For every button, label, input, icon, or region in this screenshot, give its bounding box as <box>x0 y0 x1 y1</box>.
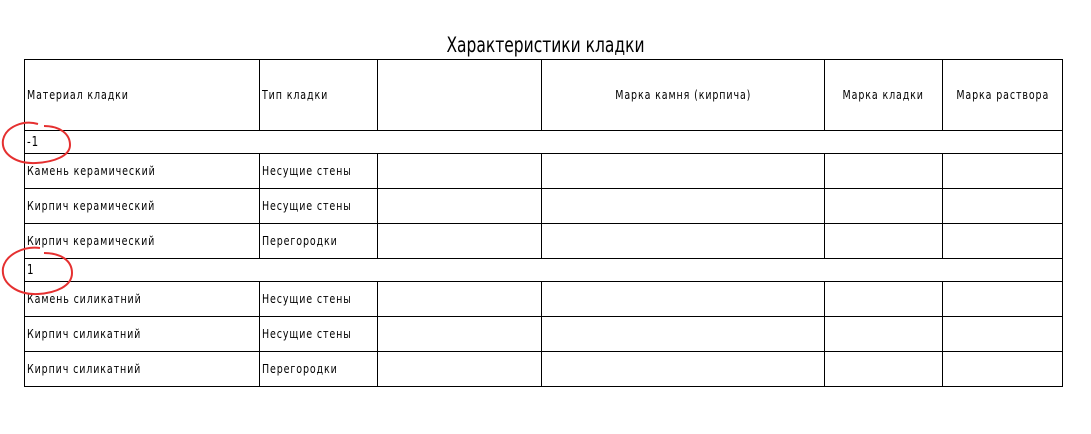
masonry-schedule-table <box>24 59 1063 387</box>
cell-brick-grade <box>542 352 825 387</box>
cell-masonry-grade <box>825 224 943 259</box>
cell-material: Камень силикатний <box>25 282 260 317</box>
cell-material: Камень керамический <box>25 154 260 189</box>
cell-mortar-grade <box>943 189 1063 224</box>
cell-material: Кирпич керамический <box>25 224 260 259</box>
cell-brick-grade <box>542 282 825 317</box>
cell-empty <box>378 282 542 317</box>
cell-mortar-grade <box>943 154 1063 189</box>
header-mortar-grade: Марка раствора <box>943 60 1063 131</box>
group-label: -1 <box>25 131 1063 154</box>
cell-material: Кирпич силикатний <box>25 352 260 387</box>
table-title: Характеристики кладки <box>446 33 645 57</box>
cell-masonry-grade <box>825 282 943 317</box>
cell-brick-grade <box>542 154 825 189</box>
table-row <box>25 154 1063 189</box>
cell-empty <box>378 224 542 259</box>
header-empty <box>378 60 542 131</box>
group-row <box>25 259 1063 282</box>
cell-mortar-grade <box>943 282 1063 317</box>
cell-empty <box>378 189 542 224</box>
table-row <box>25 352 1063 387</box>
cell-material: Кирпич силикатний <box>25 317 260 352</box>
cell-masonry-grade <box>825 154 943 189</box>
group-label: 1 <box>25 259 1063 282</box>
cell-masonry-grade <box>825 317 943 352</box>
cell-type: Несущие стены <box>260 317 378 352</box>
cell-type: Несущие стены <box>260 282 378 317</box>
cell-brick-grade <box>542 317 825 352</box>
cell-type: Перегородки <box>260 224 378 259</box>
cell-empty <box>378 352 542 387</box>
cell-empty <box>378 317 542 352</box>
table-row <box>25 224 1063 259</box>
header-material: Материал кладки <box>25 60 260 131</box>
cell-masonry-grade <box>825 189 943 224</box>
table-row <box>25 282 1063 317</box>
cell-empty <box>378 154 542 189</box>
cell-type: Перегородки <box>260 352 378 387</box>
cell-masonry-grade <box>825 352 943 387</box>
header-masonry-grade: Марка кладки <box>825 60 943 131</box>
header-brick-grade: Марка камня (кирпича) <box>542 60 825 131</box>
cell-material: Кирпич керамический <box>25 189 260 224</box>
header-row <box>25 60 1063 131</box>
cell-brick-grade <box>542 189 825 224</box>
cell-brick-grade <box>542 224 825 259</box>
cell-mortar-grade <box>943 317 1063 352</box>
table-row <box>25 317 1063 352</box>
table-row <box>25 189 1063 224</box>
cell-type: Несущие стены <box>260 189 378 224</box>
cell-mortar-grade <box>943 224 1063 259</box>
header-type: Тип кладки <box>260 60 378 131</box>
cell-type: Несущие стены <box>260 154 378 189</box>
cell-mortar-grade <box>943 352 1063 387</box>
group-row <box>25 131 1063 154</box>
